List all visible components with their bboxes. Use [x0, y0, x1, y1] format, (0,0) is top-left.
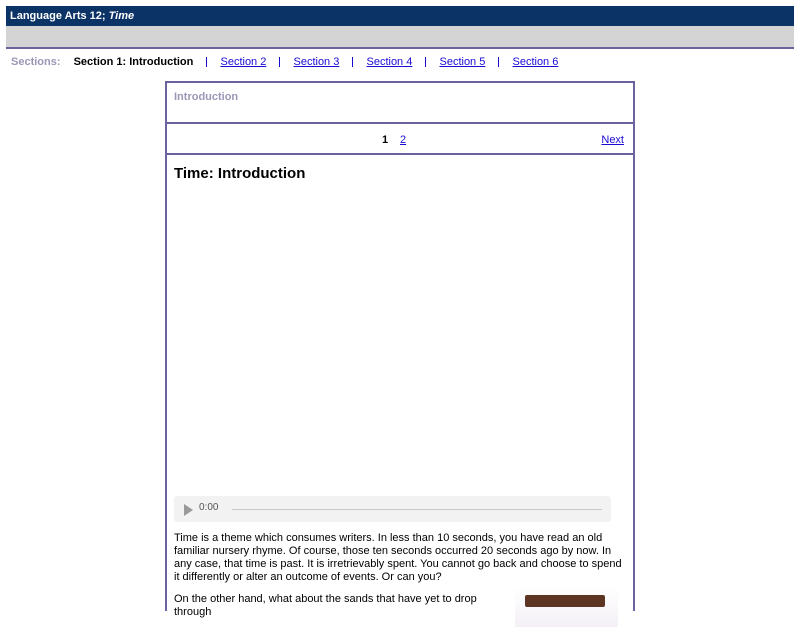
second-paragraph: On the other hand, what about the sands that have yet to drop through [174, 593, 477, 618]
page-2-link[interactable]: 2 [400, 134, 407, 146]
audio-progress-track[interactable] [232, 509, 602, 510]
section-2-link[interactable]: Section 2 [220, 56, 267, 68]
section-1-current: Section 1: Introduction [73, 56, 194, 68]
play-icon[interactable] [184, 504, 193, 516]
audio-player[interactable] [174, 496, 611, 522]
toolbar-strip [6, 26, 794, 49]
section-6-link[interactable]: Section 6 [512, 56, 559, 68]
unit-name: Time [108, 10, 135, 22]
nav-separator [498, 57, 499, 67]
page-title: Time: Introduction [174, 165, 306, 182]
course-name: Language Arts 12; [10, 10, 109, 22]
section-3-link[interactable]: Section 3 [293, 56, 340, 68]
panel-header: Introduction [167, 83, 633, 124]
hourglass-image-top [525, 595, 605, 607]
nav-separator [352, 57, 353, 67]
audio-time: 0:00 [199, 502, 219, 513]
next-link[interactable]: Next [601, 134, 624, 146]
sections-nav [11, 55, 558, 69]
nav-separator [425, 57, 426, 67]
page-nav [167, 124, 633, 155]
hourglass-image [515, 587, 618, 627]
nav-separator [206, 57, 207, 67]
page-1-current: 1 [382, 134, 389, 146]
section-5-link[interactable]: Section 5 [439, 56, 486, 68]
course-title-bar [6, 6, 794, 26]
content-panel [165, 81, 635, 618]
sections-label: Sections: [11, 56, 61, 68]
intro-paragraph: Time is a theme which consumes writers. In less than 10 seconds, you have read an old familiar nursery rhyme. Of course, those ten seconds occurred 20 seconds ago by now. In any case, that time is past. It is irretrievably spent. You cannot go back and choose to spend it differently or alter an outcome of events. Or can you? [174, 532, 622, 583]
section-4-link[interactable]: Section 4 [366, 56, 413, 68]
nav-separator [279, 57, 280, 67]
